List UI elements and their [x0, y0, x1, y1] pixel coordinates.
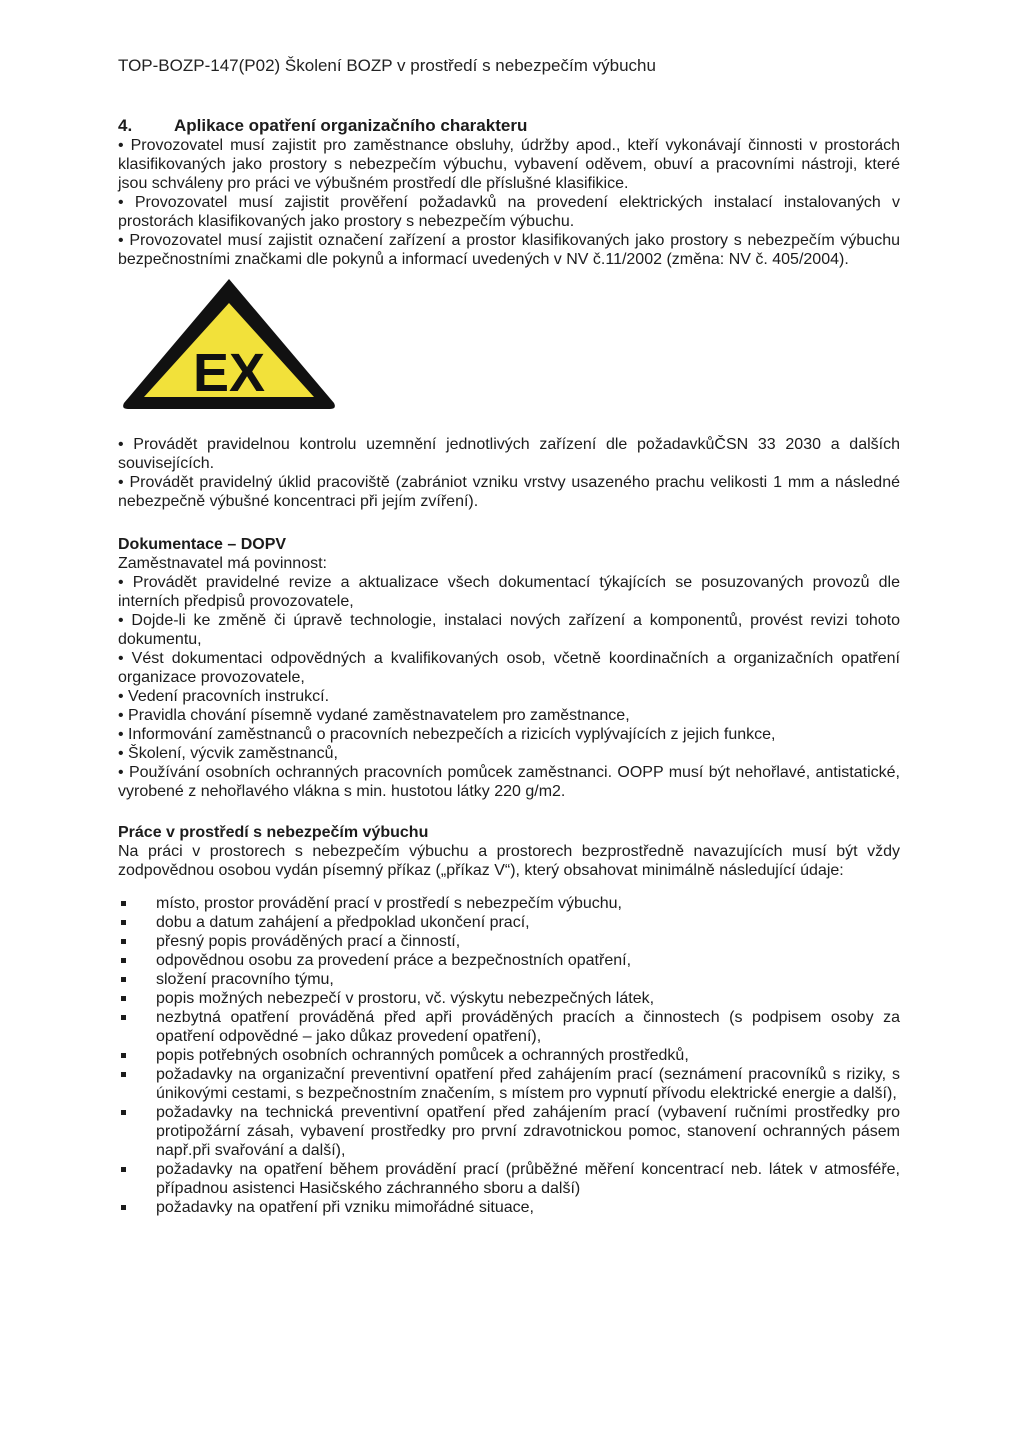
list-item: požadavky na opatření během provádění prací (průběžné měření koncentrací neb. látek v atmosféře, případnou asistenci Hasičského záchranného sboru a další): [118, 1160, 900, 1198]
list-item: popis potřebných osobních ochranných pomůcek a ochranných prostředků,: [118, 1046, 900, 1065]
list-item: • Provádět pravidelné revize a aktualizace všech dokumentací týkajících se posuzovaných provozů dle interních předpisů provozovatele,: [118, 574, 900, 610]
list-item: přesný popis prováděných prací a činností,: [118, 932, 900, 951]
list-item: požadavky na organizační preventivní opatření před zahájením prací (seznámení pracovníků s riziky, s únikovými cestami, s bezpečnostním značením, s místem pro vypnutí přívodu elektrické energie a další),: [118, 1065, 900, 1103]
documentation-intro: Zaměstnavatel má povinnost:: [118, 555, 327, 572]
work-heading: Práce v prostředí s nebezpečím výbuchu: [118, 824, 429, 841]
work-intro: Na práci v prostorech s nebezpečím výbuchu a prostorech bezprostředně navazujících musí být vždy zodpovědnou osobou vydán písemný příkaz („příkaz V“), který obsahovat minimálně následující údaje:: [118, 843, 900, 879]
list-item: • Informování zaměstnanců o pracovních nebezpečích a rizicích vyplývajících z jejich funkce,: [118, 726, 776, 743]
paragraph: • Provádět pravidelný úklid pracoviště (zabrániot vzniku vrstvy usazeného prachu velikosti 1 mm a následné nebezpečně výbušné koncentraci při jejím zvíření).: [118, 474, 900, 510]
list-item: místo, prostor provádění prací v prostředí s nebezpečím výbuchu,: [118, 894, 900, 913]
document-header: TOP-BOZP-147(P02) Školení BOZP v prostředí s nebezpečím výbuchu: [118, 56, 656, 75]
documentation-heading: Dokumentace – DOPV: [118, 536, 287, 553]
list-item: odpovědnou osobu za provedení práce a bezpečnostních opatření,: [118, 951, 900, 970]
section-title: Aplikace opatření organizačního charakteru: [174, 116, 528, 135]
document-page: [118, 56, 900, 1217]
requirements-list: [118, 894, 900, 1217]
list-item: nezbytná opatření prováděná před apři prováděných pracích a činnostech (s podpisem osoby za opatření odpovědné – jako důkaz provedení opatření),: [118, 1008, 900, 1046]
list-item: • Používání osobních ochranných pracovních pomůcek zaměstnanci. OOPP musí být nehořlavé, antistatické, vyrobené z nehořlavého vlákna s min. hustotou látky 220 g/m2.: [118, 764, 900, 800]
list-item: • Vést dokumentaci odpovědných a kvalifikovaných osob, včetně koordinačních a organizačních opatření organizace provozovatele,: [118, 650, 900, 686]
section-4-heading: [118, 116, 900, 135]
section-number: 4.: [118, 116, 133, 135]
list-item: • Dojde-li ke změně či úpravě technologie, instalaci nových zařízení a komponentů, provést revizi tohoto dokumentu,: [118, 612, 900, 648]
list-item: • Vedení pracovních instrukcí.: [118, 688, 330, 705]
paragraph: • Provozovatel musí zajistit pro zaměstnance obsluhy, údržby apod., kteří vykonávají činnosti v prostorách klasifikovaných jako prostory s nebezpečím výbuchu, vybavení oděvem, obuví a pracovními nástroji, které jsou schváleny pro práci ve výbušném prostředí dle příslušné klasifikice.: [118, 137, 900, 192]
ex-triangle-icon: [118, 273, 340, 413]
list-item: • Pravidla chování písemně vydané zaměstnavatelem pro zaměstnance,: [118, 707, 630, 724]
list-item: požadavky na technická preventivní opatření před zahájením prací (vybavení ručními prostředky pro protipožární zásah, vybavení prostředky pro první zdravotnickou pomoc, stanovení ochranných pásem např.při svařování a další),: [118, 1103, 900, 1160]
paragraph: • Provozovatel musí zajistit prověření požadavků na provedení elektrických instalací instalovaných v prostorách klasifikovaných jako prostory s nebezpečím výbuchu.: [118, 194, 900, 230]
list-item: složení pracovního týmu,: [118, 970, 900, 989]
list-item: • Školení, výcvik zaměstnanců,: [118, 745, 338, 762]
list-item: požadavky na opatření při vzniku mimořádné situace,: [118, 1198, 900, 1217]
ex-sign-text: EX: [192, 343, 266, 403]
list-item: dobu a datum zahájení a předpoklad ukončení prací,: [118, 913, 900, 932]
paragraph: • Provozovatel musí zajistit označení zařízení a prostor klasifikovaných jako prostory s nebezpečím výbuchu bezpečnostními značkami dle pokynů a informací uvedených v NV č.11/2002 (změna: NV č. 405/2004).: [118, 232, 900, 268]
paragraph: • Provádět pravidelnou kontrolu uzemnění jednotlivých zařízení dle požadavkůČSN 33 2030 a dalších souvisejících.: [118, 436, 900, 472]
list-item: popis možných nebezpečí v prostoru, vč. výskytu nebezpečných látek,: [118, 989, 900, 1008]
ex-warning-sign: [118, 273, 900, 413]
